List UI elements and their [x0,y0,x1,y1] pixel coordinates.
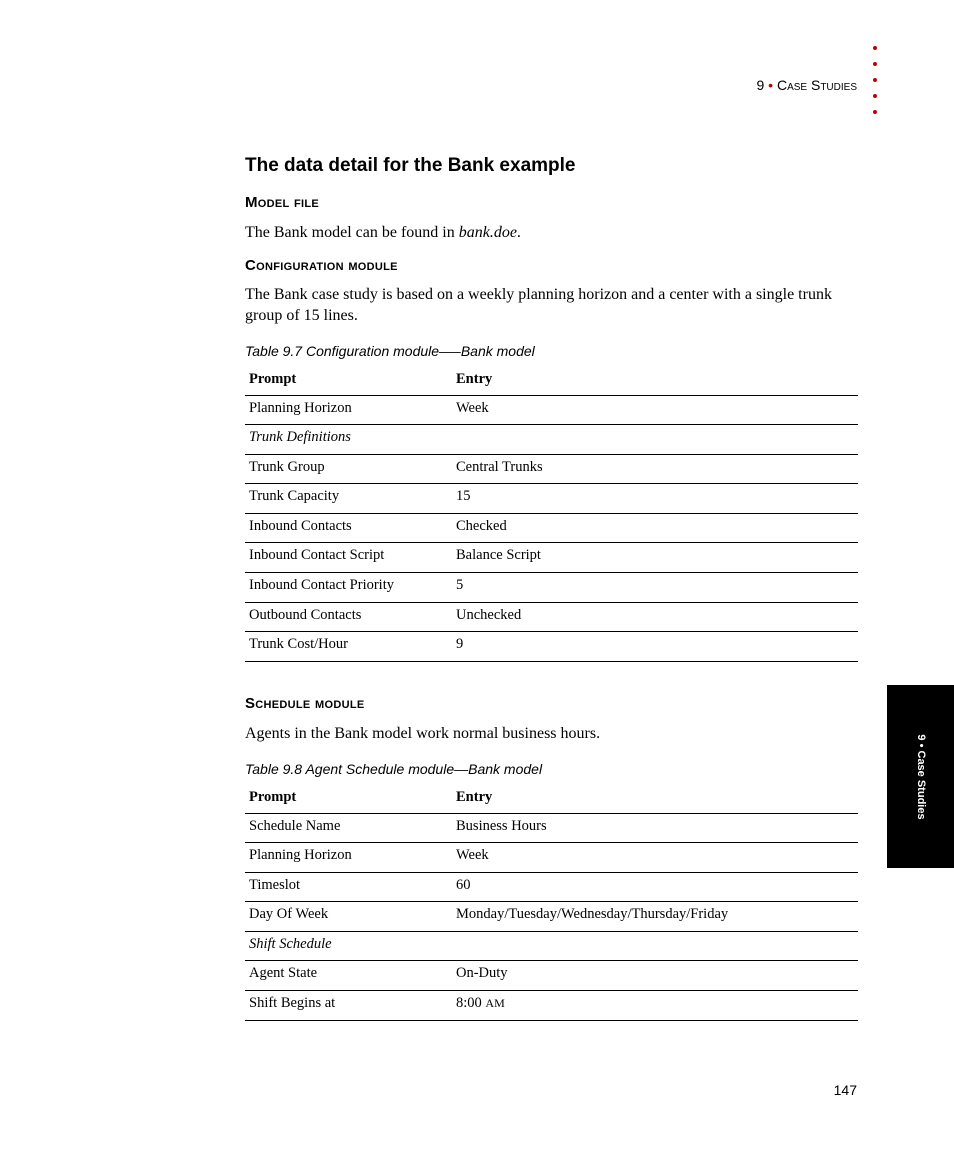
table-row [245,872,858,902]
prompt-cell: Inbound Contact Script [245,543,452,573]
prompt-cell: Planning Horizon [245,843,452,873]
table-row [245,484,858,514]
entry-cell: Central Trunks [452,454,858,484]
page-number: 147 [833,1082,857,1098]
table-row [245,395,858,425]
column-header-entry: Entry [452,365,858,395]
entry-time-suffix: AM [485,996,505,1011]
entry-cell: Week [452,843,858,873]
entry-cell: Balance Script [452,543,858,573]
chapter-side-tab [887,685,954,868]
column-header-prompt: Prompt [245,365,452,395]
prompt-cell: Shift Begins at [245,991,452,1021]
dot-icon [873,62,877,66]
prompt-cell: Day Of Week [245,902,452,932]
chapter-number: 9 [756,77,765,93]
dot-icon [873,46,877,50]
side-tab-label: 9 • Case Studies [914,733,927,820]
schedule-module-text: Agents in the Bank model work normal business hours. [245,725,601,742]
entry-cell: 60 [452,872,858,902]
entry-cell [452,991,858,1021]
entry-cell [452,425,858,455]
table-row [245,902,858,932]
entry-cell: 5 [452,573,858,603]
entry-cell: 9 [452,632,858,662]
table-row [245,632,858,662]
entry-cell: Business Hours [452,813,858,843]
table-row [245,602,858,632]
prompt-cell: Trunk Capacity [245,484,452,514]
entry-cell: Unchecked [452,602,858,632]
config-module-heading: Configuration module [245,257,398,274]
entry-cell [452,931,858,961]
table-row [245,425,858,455]
entry-cell: Week [452,395,858,425]
model-filename: bank.doe [458,224,517,241]
table-row [245,454,858,484]
model-file-text-after: . [516,224,521,241]
prompt-cell: Agent State [245,961,452,991]
table-row [245,843,858,873]
prompt-cell: Trunk Group [245,454,452,484]
table-row [245,513,858,543]
table-row [245,931,858,961]
dot-icon [873,94,877,98]
table-row [245,961,858,991]
schedule-table [245,783,858,1021]
table-header-row [245,783,858,813]
header-bullet: • [768,77,774,93]
column-header-prompt: Prompt [245,783,452,813]
model-file-text-before: The Bank model can be found in [245,224,459,241]
prompt-cell: Planning Horizon [245,395,452,425]
entry-cell: 15 [452,484,858,514]
prompt-cell: Schedule Name [245,813,452,843]
chapter-title: Case Studies [776,77,857,93]
decorative-dots [873,46,881,126]
running-header [600,77,857,93]
dot-icon [873,110,877,114]
entry-cell: Monday/Tuesday/Wednesday/Thursday/Friday [452,902,858,932]
config-module-text: The Bank case study is based on a weekly planning horizon and a center with a single trunk group of 15 lines. [245,286,832,324]
table-row [245,991,858,1021]
prompt-cell: Outbound Contacts [245,602,452,632]
entry-time: 8:00 [456,995,482,1012]
prompt-cell: Inbound Contact Priority [245,573,452,603]
entry-cell: Checked [452,513,858,543]
model-file-text [245,222,858,243]
dot-icon [873,78,877,82]
section-title: The data detail for the Bank example [245,155,576,176]
table-row [245,813,858,843]
prompt-cell: Trunk Cost/Hour [245,632,452,662]
table-row [245,543,858,573]
model-file-heading: Model file [245,194,320,211]
table-header-row [245,365,858,395]
schedule-table-caption: Table 9.8 Agent Schedule module—Bank model [245,761,543,777]
schedule-module-heading: Schedule module [245,695,365,712]
prompt-cell: Inbound Contacts [245,513,452,543]
table-row [245,573,858,603]
config-table-caption: Table 9.7 Configuration module—–Bank model [245,343,535,359]
column-header-entry: Entry [452,783,858,813]
prompt-cell: Timeslot [245,872,452,902]
entry-cell: On-Duty [452,961,858,991]
prompt-cell: Trunk Definitions [245,425,452,455]
config-table [245,365,858,662]
prompt-cell: Shift Schedule [245,931,452,961]
